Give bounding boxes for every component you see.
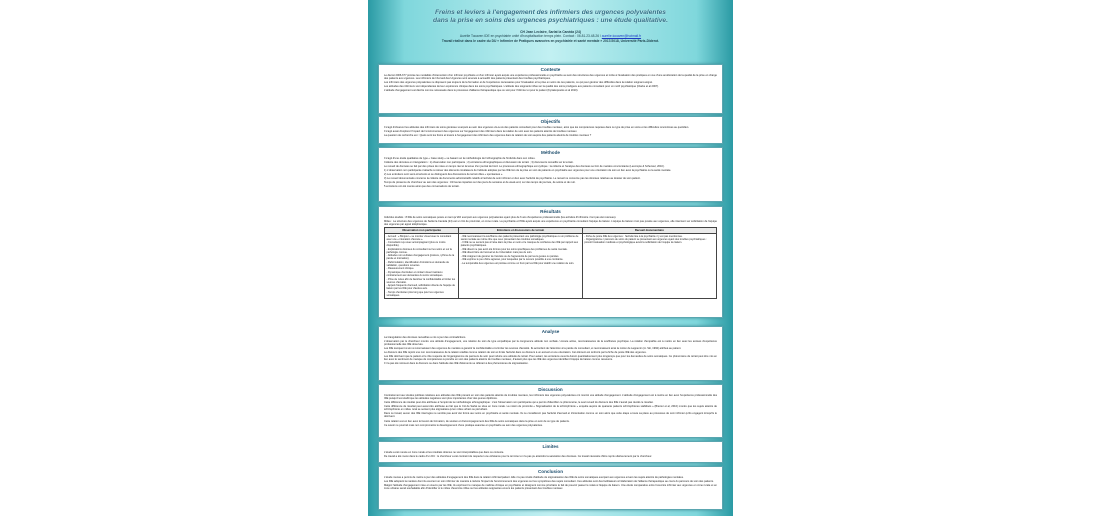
section-paragraph: Contrairement aux études publiées relatives aux attitudes des IDE prenant en soin des patients atteints de troubles mentaux, les infirmiers des urgences polyvalentes ont montré une attitude d'engagement. L'attitude d'engagement est à mettre en lien avec l'expérience professionnelle des IDE puisqu'il est établi que les attitudes négatives sont plus importantes chez des jeunes diplômés. bbox=[384, 393, 717, 400]
results-col-header: Recueil documentaire bbox=[582, 228, 716, 233]
section-paragraph: 2) Les entretiens sont semi-structurés et se distinguent des discussions de terrain dites « spontanées ». bbox=[384, 172, 504, 176]
section-paragraph: L'observation par le chercheur montre une attitude d'engagement, une relation de soin de type empathique par la congruence attitude non verbale / écoute active, reconnaissance de la souffrance psychique. La relation d'empathie est à mettre en lien avec les années d'expérience professionnelle des IDE observés. bbox=[384, 339, 717, 346]
results-item: - Consultant reçu avec accompagnant (plus ou moins disponible). bbox=[386, 241, 446, 248]
results-item: - IDE craignent de générer de l'anxiété ou de l'agressivité de par leurs gestes ou paroles. bbox=[460, 254, 560, 258]
results-item: - Il IDE ne se sentent pas à l'aise dans la prise en soin et le manque de confiance des IDE par rapport aux patients psychiatriques. bbox=[460, 241, 579, 248]
section-methode bbox=[378, 147, 723, 202]
results-item: - Reformulation, identification d'émotions et demande de validation, questions ouvertes. bbox=[386, 260, 449, 267]
section-paragraph: Il s'agit d'une étude qualitative de type « Case study » se basant sur la méthodologie de l'ethnographie de l'individu dans son milieu. bbox=[384, 156, 536, 160]
section-heading: Objectifs bbox=[540, 119, 561, 124]
results-item: - IDE exprime le peu d'être agressé, pour lesquelles par le recours possible à une contrainte. bbox=[460, 258, 564, 262]
section-heading: Analyse bbox=[541, 329, 560, 334]
authors-affiliation: CH Jean Leclaire, Sarlat la Canéda (24) bbox=[520, 30, 581, 34]
section-contexte bbox=[378, 64, 723, 114]
section-paragraph: Il s'agit d'observer les attitudes des infirmiers de soins généraux exerçant au sein des urgences vis-à-vis des patients consultant pour des troubles mentaux, ainsi que les compétences requises dans ce type de prise en soins et les difficultés rencontrées au quotidien. bbox=[384, 125, 690, 129]
poster bbox=[368, 0, 733, 516]
section-analyse bbox=[378, 326, 723, 381]
results-item: - IDE disent ne pas avoir été formés pour les soins spécifiques des problèmes de santé mentale. bbox=[460, 247, 568, 251]
study-context: Travail réalisé dans le cadre du DU « Infirmier de Pratiques avancées en psychiatrie et santé mentale » 2017/2018, Université Paris-Diderot. bbox=[441, 38, 660, 43]
section-paragraph: Collecte des données en triangulation : 1) observation non participante ; 2) entretiens ethnographiques et discussion de terrain ; 3) documents recueillis sur le terrain. bbox=[384, 160, 574, 164]
section-paragraph: Le recueil de données se fait par des prises de notes en temps réel et la tenue d'un journal de bord. Le processus ethnographique est cyclique : la collecte et l'analyse des données se font de manière concomitante (Lecompte & Schensul, 2010). bbox=[384, 164, 665, 168]
results-item: - La temporalité des urgences est pointée comme un frein par les IDE pour établir une relation de soin. bbox=[460, 261, 575, 265]
section-paragraph: Individus étudiés : 8 IDE de soins somatiques posés en tant qu'IAO exerçant aux urgences polyvalentes ayant plus de 6 ans d'expérience professionnelle (les activités d'infirmière n'ont pas été retenues). bbox=[384, 215, 617, 219]
results-item: - IDE reconnaissent la souffrance des patients présentant une pathologie psychiatrique ou un problème de santé mentale au même titre que ceux présentant des troubles somatiques. bbox=[460, 234, 579, 241]
results-item: - IDE disent faire de l'accueil et de l'orientation mais pas du soin. bbox=[460, 251, 533, 255]
section-heading: Résultats bbox=[540, 209, 561, 214]
results-item: - Fiche de poste IDE des urgences : l'activité liée à la psychiatrie n'y est pas mentionnée. bbox=[584, 234, 683, 238]
authors-block bbox=[388, 30, 713, 43]
results-col-entretiens bbox=[459, 233, 583, 299]
results-item: - Dynamique d'entretien et contact visuel maintenu contrairement aux demandes du soins somatiques. bbox=[386, 270, 444, 278]
section-paragraph: Il s'agit aussi d'explorer l'impact de l'environnement des urgences sur l'engagement des infirmiers dans la relation de soin avec les patients atteints de troubles mentaux. bbox=[384, 129, 578, 133]
poster-title bbox=[376, 9, 725, 25]
section-paragraph: L'étude menée a permis de mettre à jour des attitudes d'engagement des IDE dans la relation infirmier/patient. Elle n'a pas révélé d'attitude de stigmatisation des IDE de soins somatiques exerçant aux urgences envers les sujets atteints de pathologies mentales. bbox=[384, 475, 684, 479]
section-paragraph: Malgré l'attitude d'engagement mise en œuvre par les IDE, ils expriment le manque de maîtrise clinique en psychiatrie et désignent comme prioritaire le fait de pouvoir passer le relais à l'équipe de liaison. Une étude comparative entre l'exercice infirmier aux urgences en zone rurale et en zone urbaine serait souhaitable afin d'identifier si le milieu d'exercice influe sur les attitudes soignantes envers les patients présentant des troubles mentaux. bbox=[384, 483, 717, 490]
section-paragraph: 5 entretiens ont été menés ainsi que des conversations de terrain. bbox=[384, 184, 460, 188]
section-conclusion bbox=[378, 466, 723, 510]
section-paragraph: Les IDE adoptent la manière dont ils exercent un soin infirmier de manière à réduire l'impact de l'environnement des urgences sur les symptômes des sujets consultant. Ces attitudes sont des facilitateurs à l'élaboration de l'alliance thérapeutique au cours du parcours de soin des patients. bbox=[384, 479, 714, 483]
section-heading: Contexte bbox=[540, 67, 561, 72]
results-item: - Accueil : « Bonjour » se montrer visuel avec le consultant avec une « intonation d'écoute ». bbox=[386, 234, 452, 241]
section-paragraph: Cette différence de résultat peut aussi être attribuée au fait que le CH de Sarlat se situe en zone rurale. La notion de proximité « Stigmatisation de la schizophrénie » enquête auprès de quarante patients schizophrènes stabilisés » (Brenier et al, 2010) montre que les sujets atteints de schizophrénie en milieu rural se sentent plus stigmatisés qu'en milieu urbain ou périurbain. bbox=[384, 404, 717, 412]
section-paragraph: Les attitudes des infirmiers sont dépendantes de leur expérience clinique dans les soins psychiatriques. L'attitude des soignants influe sur la qualité des soins prodigués aux patients consultant pour un motif psychiatrique (Clarke et al 2007). bbox=[384, 84, 659, 88]
results-item: - Organigramme / parcours de soins du patient se présentant aux urgences ayant des troubles psychiatriques : prévoit l'évaluation médicale et psychologique avant la sollicitation de l'équipe de liaison. bbox=[584, 238, 707, 245]
section-paragraph: Les IDE évoquent à son à reconnaissent des urgences de manière à garantir la confidentialité et à limiter les sources d'anxiété. Ils accordent de l'attention à la parole du consultant, et reconnaissent ainsi la notion de Lappemin (A. Ski, 1992) attribué au patient. bbox=[384, 346, 682, 350]
section-paragraph: 1) L'observation non participante s'attache à relever des éléments révélateurs de l'attitude adoptée par les IDE lors de la prise en soin de patients en psychiatrie aux urgences pour une orientation de soin en lien avec la psychiatrie ou la santé mentale. bbox=[384, 168, 672, 172]
section-paragraph: Milieu : La structure des urgences de Sarlat la Canéda (24) est un CH de proximité, en zone rurale. La psychiatrie et l'IDE ayant acquis une expérience en psychiatrie consultent l'équipe de liaison. L'équipe de liaison n'est pas postée aux urgences, elle intervient sur sollicitation de l'équipe des urgences par appel téléphonique. bbox=[384, 219, 717, 226]
section-resultats bbox=[378, 206, 723, 318]
section-heading: Méthode bbox=[541, 150, 560, 155]
section-paragraph: Les IDE décrivent que le patient et le rôle respecte de l'organigramme de parcours de soin peut induire une attitude de retrait. Pour autant, les entretiens ouverts durent quantitativement plus longtemps que pour les demandes de soins somatiques. Ce phénomène de retrait peut être mis en lien avec le sentiment de manque de compétences à prendre en soin des patients atteints de troubles mentaux, d'autant plus que les IDE des urgences identifient l'équipe de liaison comme ressource. bbox=[384, 355, 717, 362]
contact-email-link[interactable]: aurelie.tocaven@hotmail.fr bbox=[601, 34, 642, 39]
section-paragraph: 3) Le recueil documentaire concerne la collecte de documents administratifs relatifs à l'activité de soin infirmier en lien avec l'activité de psychiatrie. Le recueil ne concerne pas les données relatives au dossier de soin patient. bbox=[384, 176, 641, 180]
section-paragraph: Cette différence de résultat peut être attribuée à l'emploi de la méthodologie ethnographique : c'est l'observation non participante qui a permis d'identifier ce phénomène, le seul recueil du discours des IDE n'aurait pas révélé ce résultat. bbox=[384, 400, 654, 404]
section-paragraph: Ce savoir ne pourrait mais non compromettre le développement d'une pratique avancée en psychiatrie au sein des urgences polyvalentes. bbox=[384, 423, 543, 427]
results-table bbox=[384, 227, 717, 299]
section-paragraph: Il n'a pas été retrouvé dans le discours ou dans l'attitude des IDE d'éléments se référant à des phénomènes de stigmatisation. bbox=[384, 362, 529, 366]
title-line-1: Freins et leviers à l'engagement des infirmiers des urgences polyvalentes bbox=[435, 9, 666, 16]
results-item: - Explorations données du consultant sur les soins et sur la pathologie connue. bbox=[386, 247, 452, 254]
title-line-2: dans la prise en soins des urgences psychiatriques : une étude qualitative. bbox=[433, 17, 668, 24]
section-paragraph: La question de recherche est : Quels sont les freins et leviers à l'engagement des infirmiers des urgences dans la relation de soin auprès des patients atteints de troubles mentaux ? bbox=[384, 133, 592, 137]
section-objectifs bbox=[378, 116, 723, 144]
results-col-header: Observation non participante bbox=[385, 228, 459, 233]
section-limites bbox=[378, 441, 723, 463]
contact-text: Aurélie Tocaven IDE en psychiatrie unité d'hospitalisation temps plein. Contact : 06.81.23.48.26 / bbox=[459, 34, 602, 39]
results-item: - Appels fréquents d'accueil, sollicitation directe de l'équipe de liaison par les IDE pour d'autres avis. bbox=[386, 284, 455, 291]
results-col-header: Entretiens et discussions de terrain bbox=[459, 228, 583, 233]
results-col-documentaire bbox=[582, 233, 716, 299]
results-item: - Prise de notes afin de favoriser la confidentialité et limiter les sources d'anxiété. bbox=[386, 277, 456, 284]
section-paragraph: L'attitude d'engagement est décrite comme nécessaire dans le processus d'alliance thérapeutique que ce soit pour l'infirmier et pour le patient (Kyriakopoulos et al 2010). bbox=[384, 88, 579, 92]
section-heading: Conclusion bbox=[537, 469, 563, 474]
section-paragraph: Temps de présence du chercheur au sein des urgences : 43 heures réparties sur des jours de semaine et de week-end, sur des temps de journée, de soirée et de nuit. bbox=[384, 180, 576, 184]
section-paragraph: De travail a été mené dans le cadre d'un DU : le chercheur a été contraint de respecter une échéance pour le terminer et n'a pas pu atteindre la saturation des données. Ce travail nécessite d'être repris ultérieurement par le chercheur. bbox=[384, 454, 653, 458]
section-paragraph: Dans ce travail, aucun des IDE interrogés ne semble pas avoir été formé aux soins en psychiatrie et santé mentale. Ils ne considèrent pas l'activité d'accueil et d'orientation comme un soin alors que cette étape a toute sa place au processus de soin infirmier qu'ils engagent lorsqu'ils le décrivent. bbox=[384, 412, 717, 419]
section-heading: Limites bbox=[542, 444, 559, 449]
section-paragraph: Les infirmiers des urgences polyvalentes ne disposent pas toujours de la formation et de l'expérience nécessaires pour l'évaluation et la prise en soins de ces patients, ce qui peut générer des difficultés dans la relation soignant-soigné. bbox=[384, 80, 653, 84]
section-paragraph: Le décret 2006-677 précise les modalités d'intervention d'un infirmier psychiatre et d'un infirmier ayant acquis une expérience professionnelle en psychiatrie au sein des structures des urgences et incite à l'évaluation des pratiques en vue d'une amélioration de la qualité de la prise en charge des patients aux urgences. Les infirmiers de l'Accueil des Urgences sont amenés à accueillir des patients présentant des troubles psychiatriques. bbox=[384, 73, 717, 80]
results-item: - Réassurement clinique. bbox=[386, 267, 415, 271]
results-col-observation bbox=[385, 233, 459, 299]
section-discussion bbox=[378, 384, 723, 438]
section-paragraph: La triangulation des données recueillies a mis à jour des contradictions. bbox=[384, 335, 467, 339]
section-paragraph: Le discours des IDE rejoint une non reconnaissance de la relation établie comme relation de soin et limite l'activité dans ce discours à un accueil et une orientation. Cet élément est renforcé par la fiche de poste IDE des urgences. bbox=[384, 350, 647, 354]
section-paragraph: Cette relation est en lien avec le besoin de formation, de soutien et d'accompagnement des IDE de soins somatiques dans la prise en soin de ce type de patients. bbox=[384, 419, 570, 423]
results-item: - Temps d'entretien plus long que pour les urgences somatiques. bbox=[386, 290, 444, 297]
section-paragraph: L'étude a été menée en zone rurale et les résultats obtenus ne sont interprétables que dans ce contexte. bbox=[384, 450, 505, 454]
section-heading: Discussion bbox=[538, 387, 563, 392]
results-item: - Attitudes non verbales d'engagement (posture, rythme de la parole et intonation). bbox=[386, 254, 455, 261]
